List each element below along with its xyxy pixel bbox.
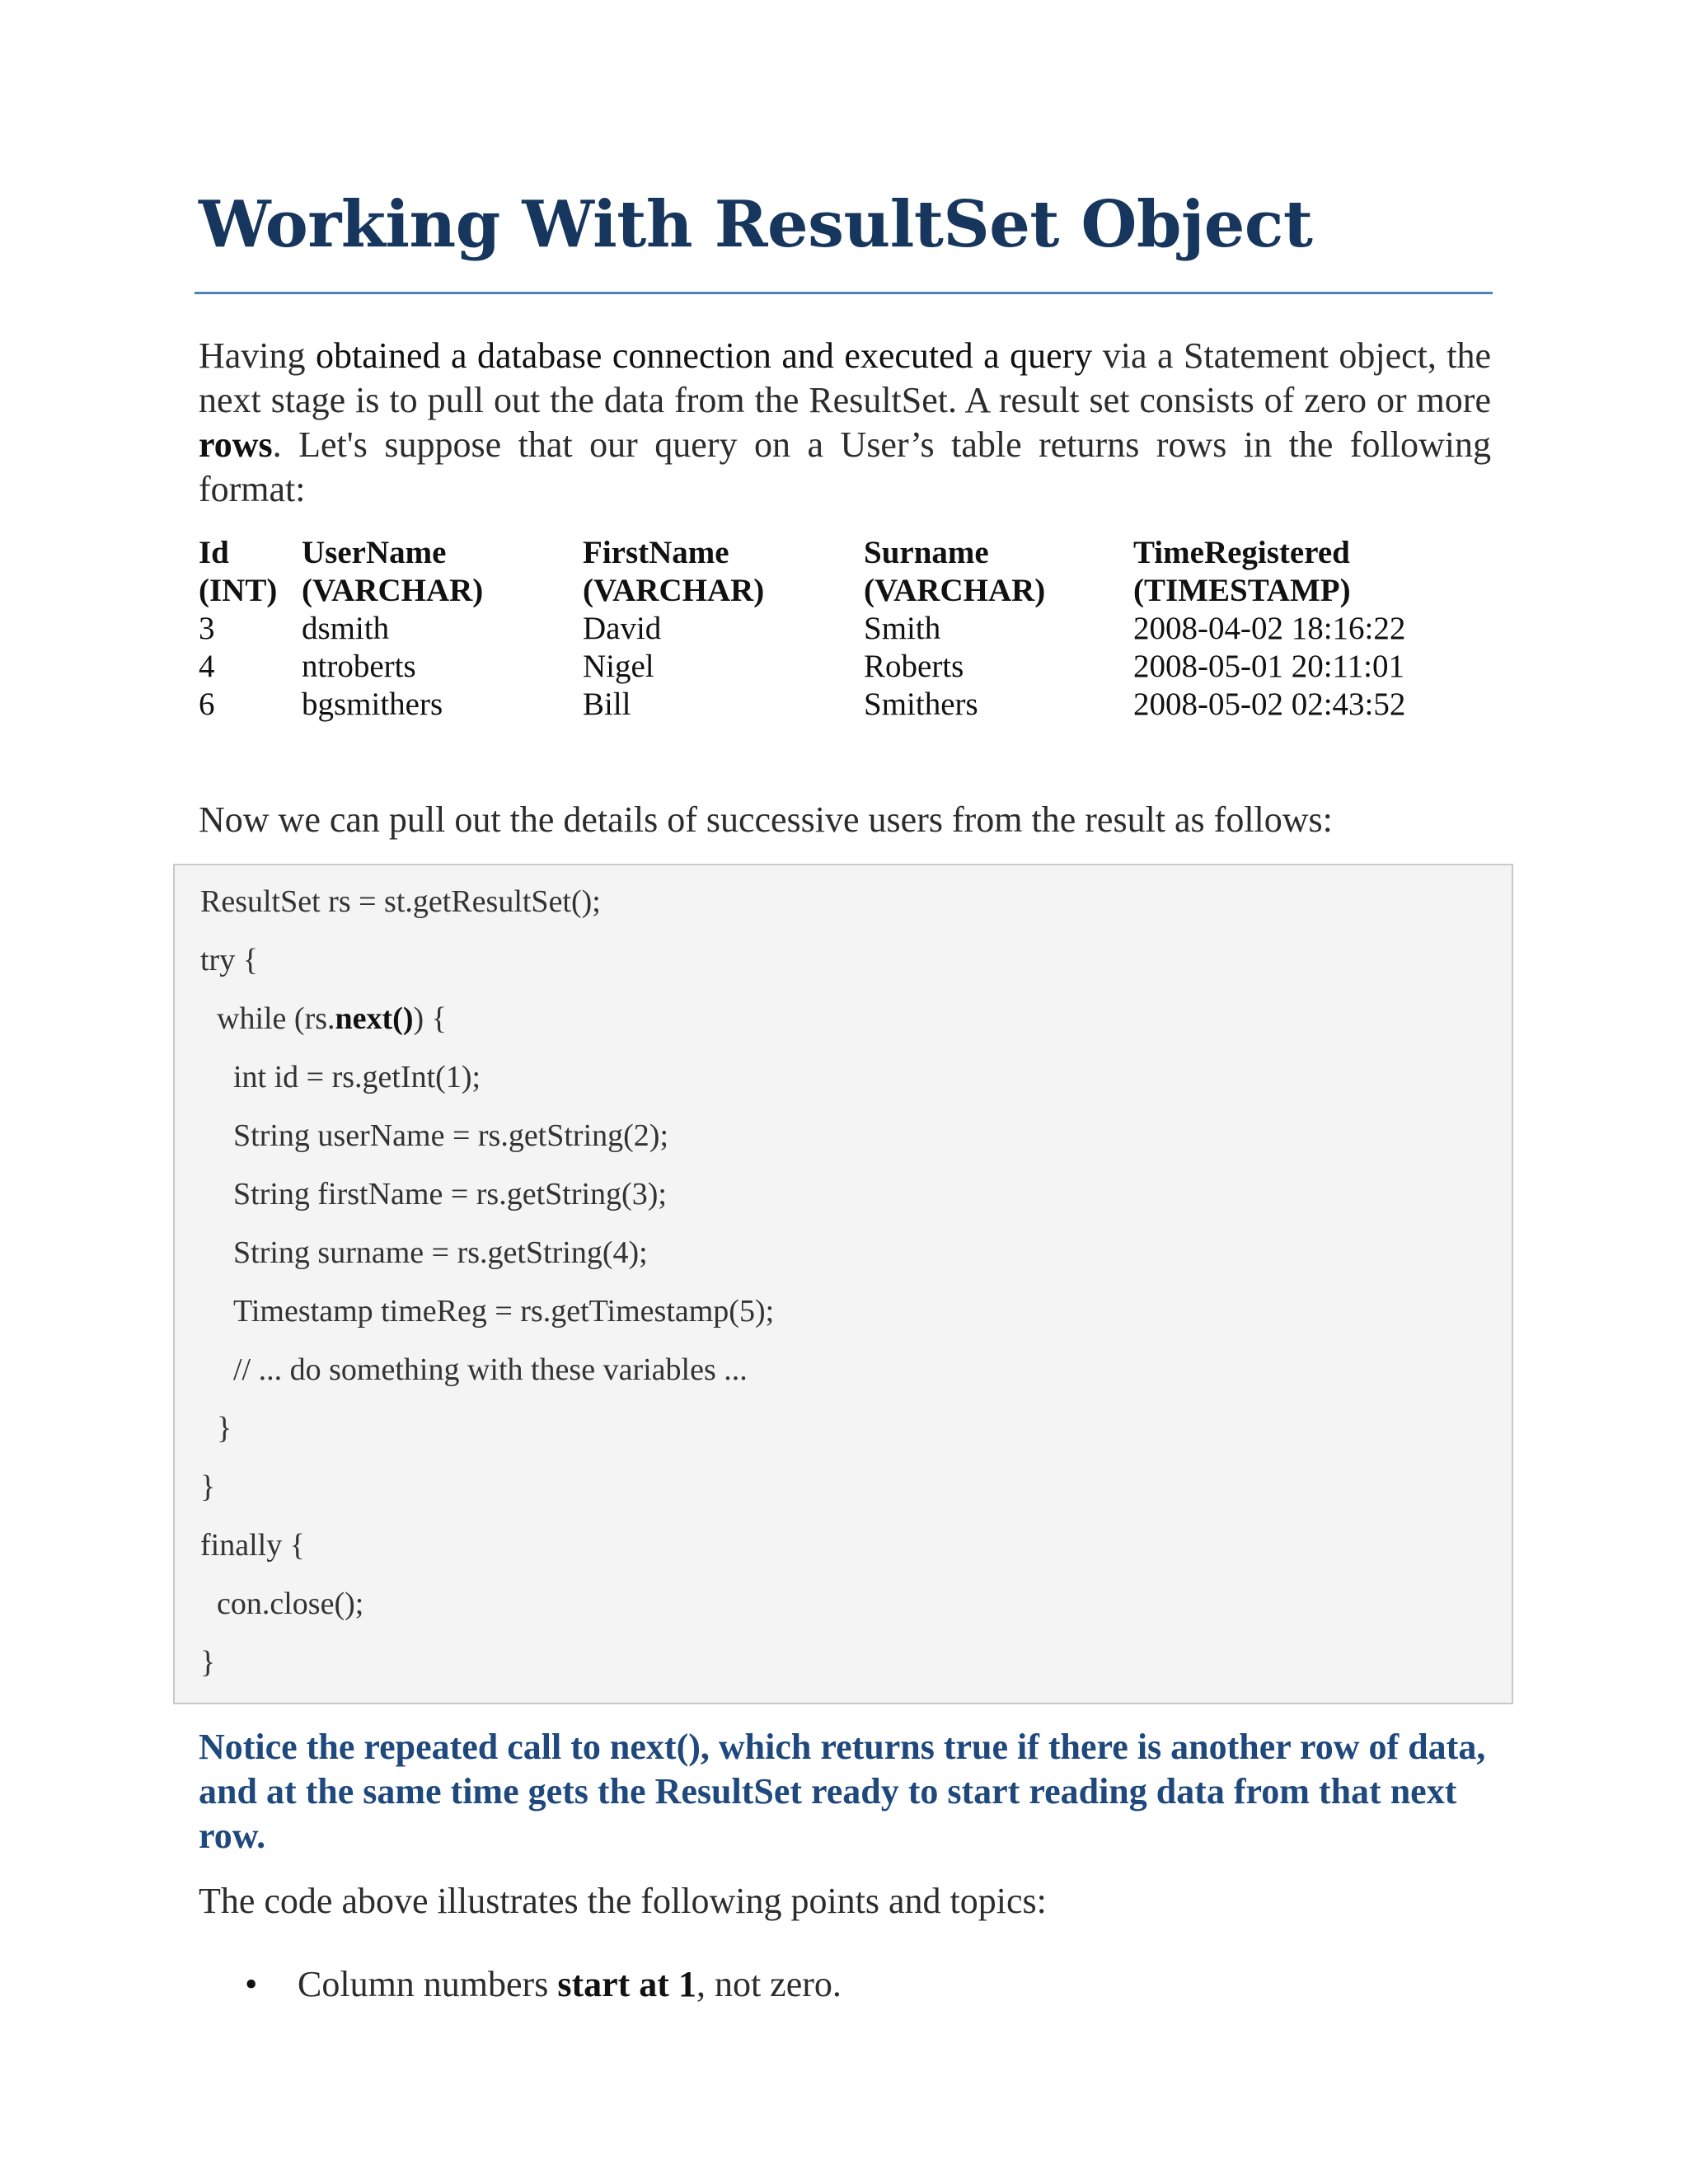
code-line: try { [200, 943, 258, 977]
points-lead-text: The code above illustrates the following points and topics: [199, 1881, 1047, 1921]
code-lead-text: Now we can pull out the details of successive users from the result as follows: [199, 799, 1333, 840]
code-line: } [200, 1645, 216, 1680]
code-line: String firstName = rs.getString(3); [233, 1177, 667, 1212]
table-row: 6 bgsmithers Bill Smithers 2008-05-02 02:43:52 [199, 687, 1406, 722]
code-line: String surname = rs.getString(4); [233, 1235, 648, 1270]
code-line: while (rs.next()) { [217, 1001, 447, 1036]
table-header-row [199, 534, 1491, 610]
column-header-surname: Surname (VARCHAR) [864, 535, 1046, 608]
list-item: • Column numbers start at 1, not zero. [199, 1962, 842, 2007]
column-header-timeregistered: TimeRegistered (TIMESTAMP) [1133, 535, 1351, 608]
users-table [199, 534, 1491, 724]
bullet-icon: • [245, 1964, 258, 2004]
notice-callout: Notice the repeated call to next(), which returns true if there is another row of data, and at the same time gets the ResultSet ready to start reading data from that next row. [199, 1727, 1486, 1856]
document-page [199, 187, 1492, 2004]
column-header-firstname: FirstName (VARCHAR) [583, 535, 765, 608]
code-line: String userName = rs.getString(2); [233, 1118, 669, 1153]
code-block [173, 864, 1513, 1704]
column-header-id: Id (INT) [199, 535, 278, 608]
intro-paragraph: Having obtained a database connection and executed a query via a Statement object, the next stage is to pull out the data from the ResultSet. A result set consists of zero or more rows. Let's suppose that our query on a User’s table returns rows in the following format: [199, 335, 1492, 509]
code-line: int id = rs.getInt(1); [233, 1060, 481, 1094]
code-line: con.close(); [217, 1586, 364, 1621]
code-line: finally { [200, 1528, 305, 1563]
code-line: ResultSet rs = st.getResultSet(); [200, 884, 601, 919]
code-line: } [200, 1469, 216, 1504]
code-line: // ... do something with these variables ... [233, 1352, 748, 1387]
code-line: } [217, 1411, 232, 1446]
column-header-username: UserName (VARCHAR) [302, 535, 484, 608]
table-row: 3 dsmith David Smith 2008-04-02 18:16:22 [199, 611, 1406, 646]
page-title: Working With ResultSet Object [199, 187, 1313, 262]
table-row: 4 ntroberts Nigel Roberts 2008-05-01 20:11:01 [199, 649, 1404, 684]
rows-emphasis: rows [199, 424, 273, 465]
code-line: Timestamp timeReg = rs.getTimestamp(5); [233, 1294, 775, 1329]
title-underline [195, 292, 1493, 294]
next-call-emphasis: next() [335, 1001, 414, 1036]
points-list [199, 1962, 842, 2007]
